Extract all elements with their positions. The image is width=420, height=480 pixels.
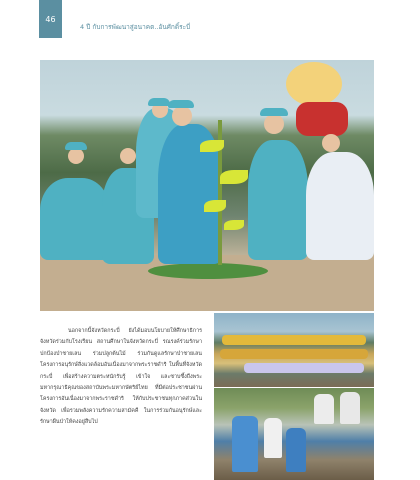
article-paragraph: นอกจากนี้จังหวัดกระบี่ ยังได้มอบนโยบายให้ศึกษาธิการจังหวัดร่วมกับโรงเรียน สถานศึกษาในจังหวัดกระบี่ รณรงค์ร่วมรักษา ปกป้องป่าชายเลน ร่วมปลูกต้นไม้ ร่วมกันดูแลรักษาป่าชายเลน โครงการอนุรักษ์สิ่งแวดล้อมอันเนื่องมาจากพระราชดำริ ในพื้นที่จังหวัดกระบี่ เพื่อสร้างความตระหนักรับรู้ เข้าใจ และซาบซึ้งถึงพระมหากรุณาธิคุณของสถาบันพระมหากษัตริย์ไทย ที่มีต่อประชาชนผ่านโครงการอันเนื่องมาจากพระราชดำริ ให้กับประชาชนทุกภาคส่วนในจังหวัด เพื่อรวมพลังความรักความสามัคคี ในการร่วมกันอนุรักษ์และรักษาผืนป่าให้คงอยู่สืบไป — [40, 328, 202, 426]
group-middle-row — [220, 349, 368, 359]
person-hat — [148, 98, 170, 106]
person-head — [322, 134, 340, 152]
person-white-uniform — [306, 152, 374, 260]
person-hat — [168, 100, 194, 108]
adult-background — [314, 394, 334, 424]
running-header-title: 4 ปี กับการพัฒนาสู่อนาคต..อันศักดิ์ระบี่ — [80, 23, 191, 31]
mascot-body — [296, 102, 348, 136]
child-blue-shirt — [232, 416, 258, 472]
child-blue-shirt — [286, 428, 306, 472]
group-photo — [214, 313, 374, 387]
child-white-shirt — [264, 418, 282, 458]
page-number-badge — [39, 0, 62, 38]
sapling-leaf — [220, 170, 248, 184]
person-head — [68, 148, 84, 164]
adult-background — [340, 392, 360, 424]
person-woman-crouching — [248, 140, 308, 260]
person-head — [172, 106, 192, 126]
person-hat — [65, 142, 87, 150]
person-head — [264, 114, 284, 134]
children-planting-photo — [214, 388, 374, 480]
sapling-leaf — [224, 220, 244, 230]
sapling-leaf — [200, 140, 224, 152]
page-number: 46 — [45, 14, 56, 24]
group-back-row — [222, 335, 366, 345]
tree-planting-photo — [40, 60, 374, 311]
green-mat — [148, 263, 268, 279]
article-body — [40, 326, 202, 429]
mascot-head — [286, 62, 342, 106]
sapling-leaf — [204, 200, 226, 212]
person-hat — [260, 108, 288, 116]
person-seated-left — [40, 178, 110, 260]
person-head — [120, 148, 136, 164]
group-front-row — [244, 363, 364, 373]
